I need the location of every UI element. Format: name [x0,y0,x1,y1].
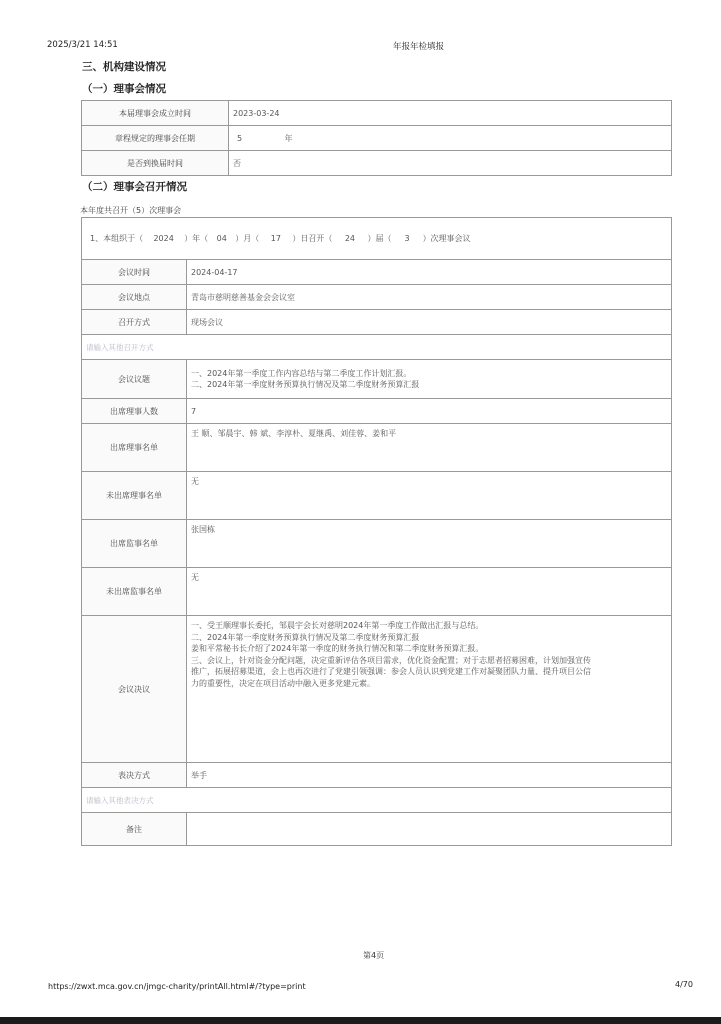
board-established-value: 2023-03-24 [229,101,672,126]
meeting-ordinal: 3 [404,234,410,243]
table-row [82,218,672,260]
absent-supervisors-value: 无 [187,568,672,616]
vote-other-input[interactable]: 请输入其他表决方式 [82,788,672,813]
supervisors-value: 张国栋 [187,520,672,568]
page-count: 4/70 [675,980,693,989]
headline-text: ）次理事会议 [422,234,471,243]
meeting-count-note: 本年度共召开（5）次理事会 [80,206,182,215]
topic-line: 一、2024年第一季度工作内容总结与第二季度工作计划汇报。 [191,368,412,378]
board-term-value: 5 [237,133,243,143]
board-info-table [81,100,672,176]
meeting-place-value: 青岛市慈明慈善基金会会议室 [187,285,672,310]
table-row [82,101,672,126]
remark-label: 备注 [82,813,187,846]
meeting-section-title: （二）理事会召开情况 [82,181,187,193]
meeting-table [81,217,672,846]
absent-supervisors-label: 未出席监事名单 [82,568,187,616]
board-reelection-value: 否 [229,151,672,176]
method-other-input[interactable]: 请输入其他召开方式 [82,335,672,360]
meeting-headline [82,218,672,260]
supervisors-label: 出席监事名单 [82,520,187,568]
board-established-label: 本届理事会成立时间 [82,101,229,126]
meeting-topics-value [187,360,672,399]
resolution-line: 一、受王顺理事长委托，邹晨宇会长对慈明2024年第一季度工作做出汇报与总结。 [191,621,484,630]
page-label: 第4页 [363,951,385,960]
resolution-line: 姜和平常秘书长介绍了2024年第一季度的财务执行情况和第二季度财务预算汇报。 [191,644,484,653]
table-row [82,424,672,472]
table-row [82,520,672,568]
table-row [82,472,672,520]
attend-count-label: 出席理事人数 [82,399,187,424]
print-header-title: 年报年检填报 [393,42,445,52]
headline-text: ）届（ [367,234,392,243]
board-term-cell [229,126,672,151]
headline-prefix: 1、本组织于（ [90,234,144,243]
resolution-line: 力的重要性，决定在项目活动中融入更多党建元素。 [191,678,375,688]
meeting-method-label: 召开方式 [82,310,187,335]
scan-edge [0,1017,721,1024]
print-url: https://zwxt.mca.gov.cn/jmgc-charity/printAll.html#/?type=print [48,982,306,991]
meeting-day: 17 [270,234,281,243]
absent-directors-label: 未出席理事名单 [82,472,187,520]
absent-directors-value: 无 [187,472,672,520]
meeting-topics-label: 会议议题 [82,360,187,399]
board-term-unit: 年 [284,133,293,143]
headline-text: ）年（ [184,234,209,243]
board-term-label: 章程规定的理事会任期 [82,126,229,151]
table-row [82,788,672,813]
table-row [82,310,672,335]
vote-method-label: 表决方式 [82,763,187,788]
resolution-line: 二、2024年第一季度财务预算执行情况及第二季度财务预算汇报 [191,632,420,642]
table-row [82,763,672,788]
board-section-title: （一）理事会情况 [82,83,166,95]
print-datetime: 2025/3/21 14:51 [47,40,118,50]
section-title: 三、机构建设情况 [82,61,166,73]
meeting-time-value: 2024-04-17 [187,260,672,285]
table-row [82,568,672,616]
table-row [82,813,672,846]
attend-names-value: 王 顺、邹晨宇、韩 斌、李淳朴、夏继禹、刘佳蓉、姜和平 [187,424,672,472]
resolution-line: 推广，拓展招募渠道，会上也再次进行了党建引领强调：参会人员认识到党建工作对凝聚团队力量、提升项目公信 [191,667,591,676]
table-row [82,399,672,424]
headline-text: ）日召开（ [292,234,333,243]
table-row [82,360,672,399]
table-row [82,335,672,360]
meeting-method-value: 现场会议 [187,310,672,335]
table-row [82,126,672,151]
topic-line: 二、2024年第一季度财务预算执行情况及第二季度财务预算汇报 [191,380,420,389]
meeting-year: 2024 [153,234,174,243]
headline-text: ）月（ [235,234,260,243]
meeting-time-label: 会议时间 [82,260,187,285]
table-row [82,616,672,763]
board-reelection-label: 是否到换届时间 [82,151,229,176]
attend-names-label: 出席理事名单 [82,424,187,472]
remark-value [187,813,672,846]
attend-count-value: 7 [187,399,672,424]
table-row [82,151,672,176]
table-row [82,285,672,310]
table-row [82,260,672,285]
resolution-label: 会议决议 [82,616,187,763]
meeting-month: 04 [216,234,227,243]
vote-method-value: 举手 [187,763,672,788]
meeting-place-label: 会议地点 [82,285,187,310]
meeting-session: 24 [344,234,356,243]
resolution-value [187,616,672,763]
resolution-line: 三、会议上，针对资金分配问题，决定重新评估各项目需求，优化资金配置；对于志愿者招募困难，计划加强宣传 [191,655,591,665]
